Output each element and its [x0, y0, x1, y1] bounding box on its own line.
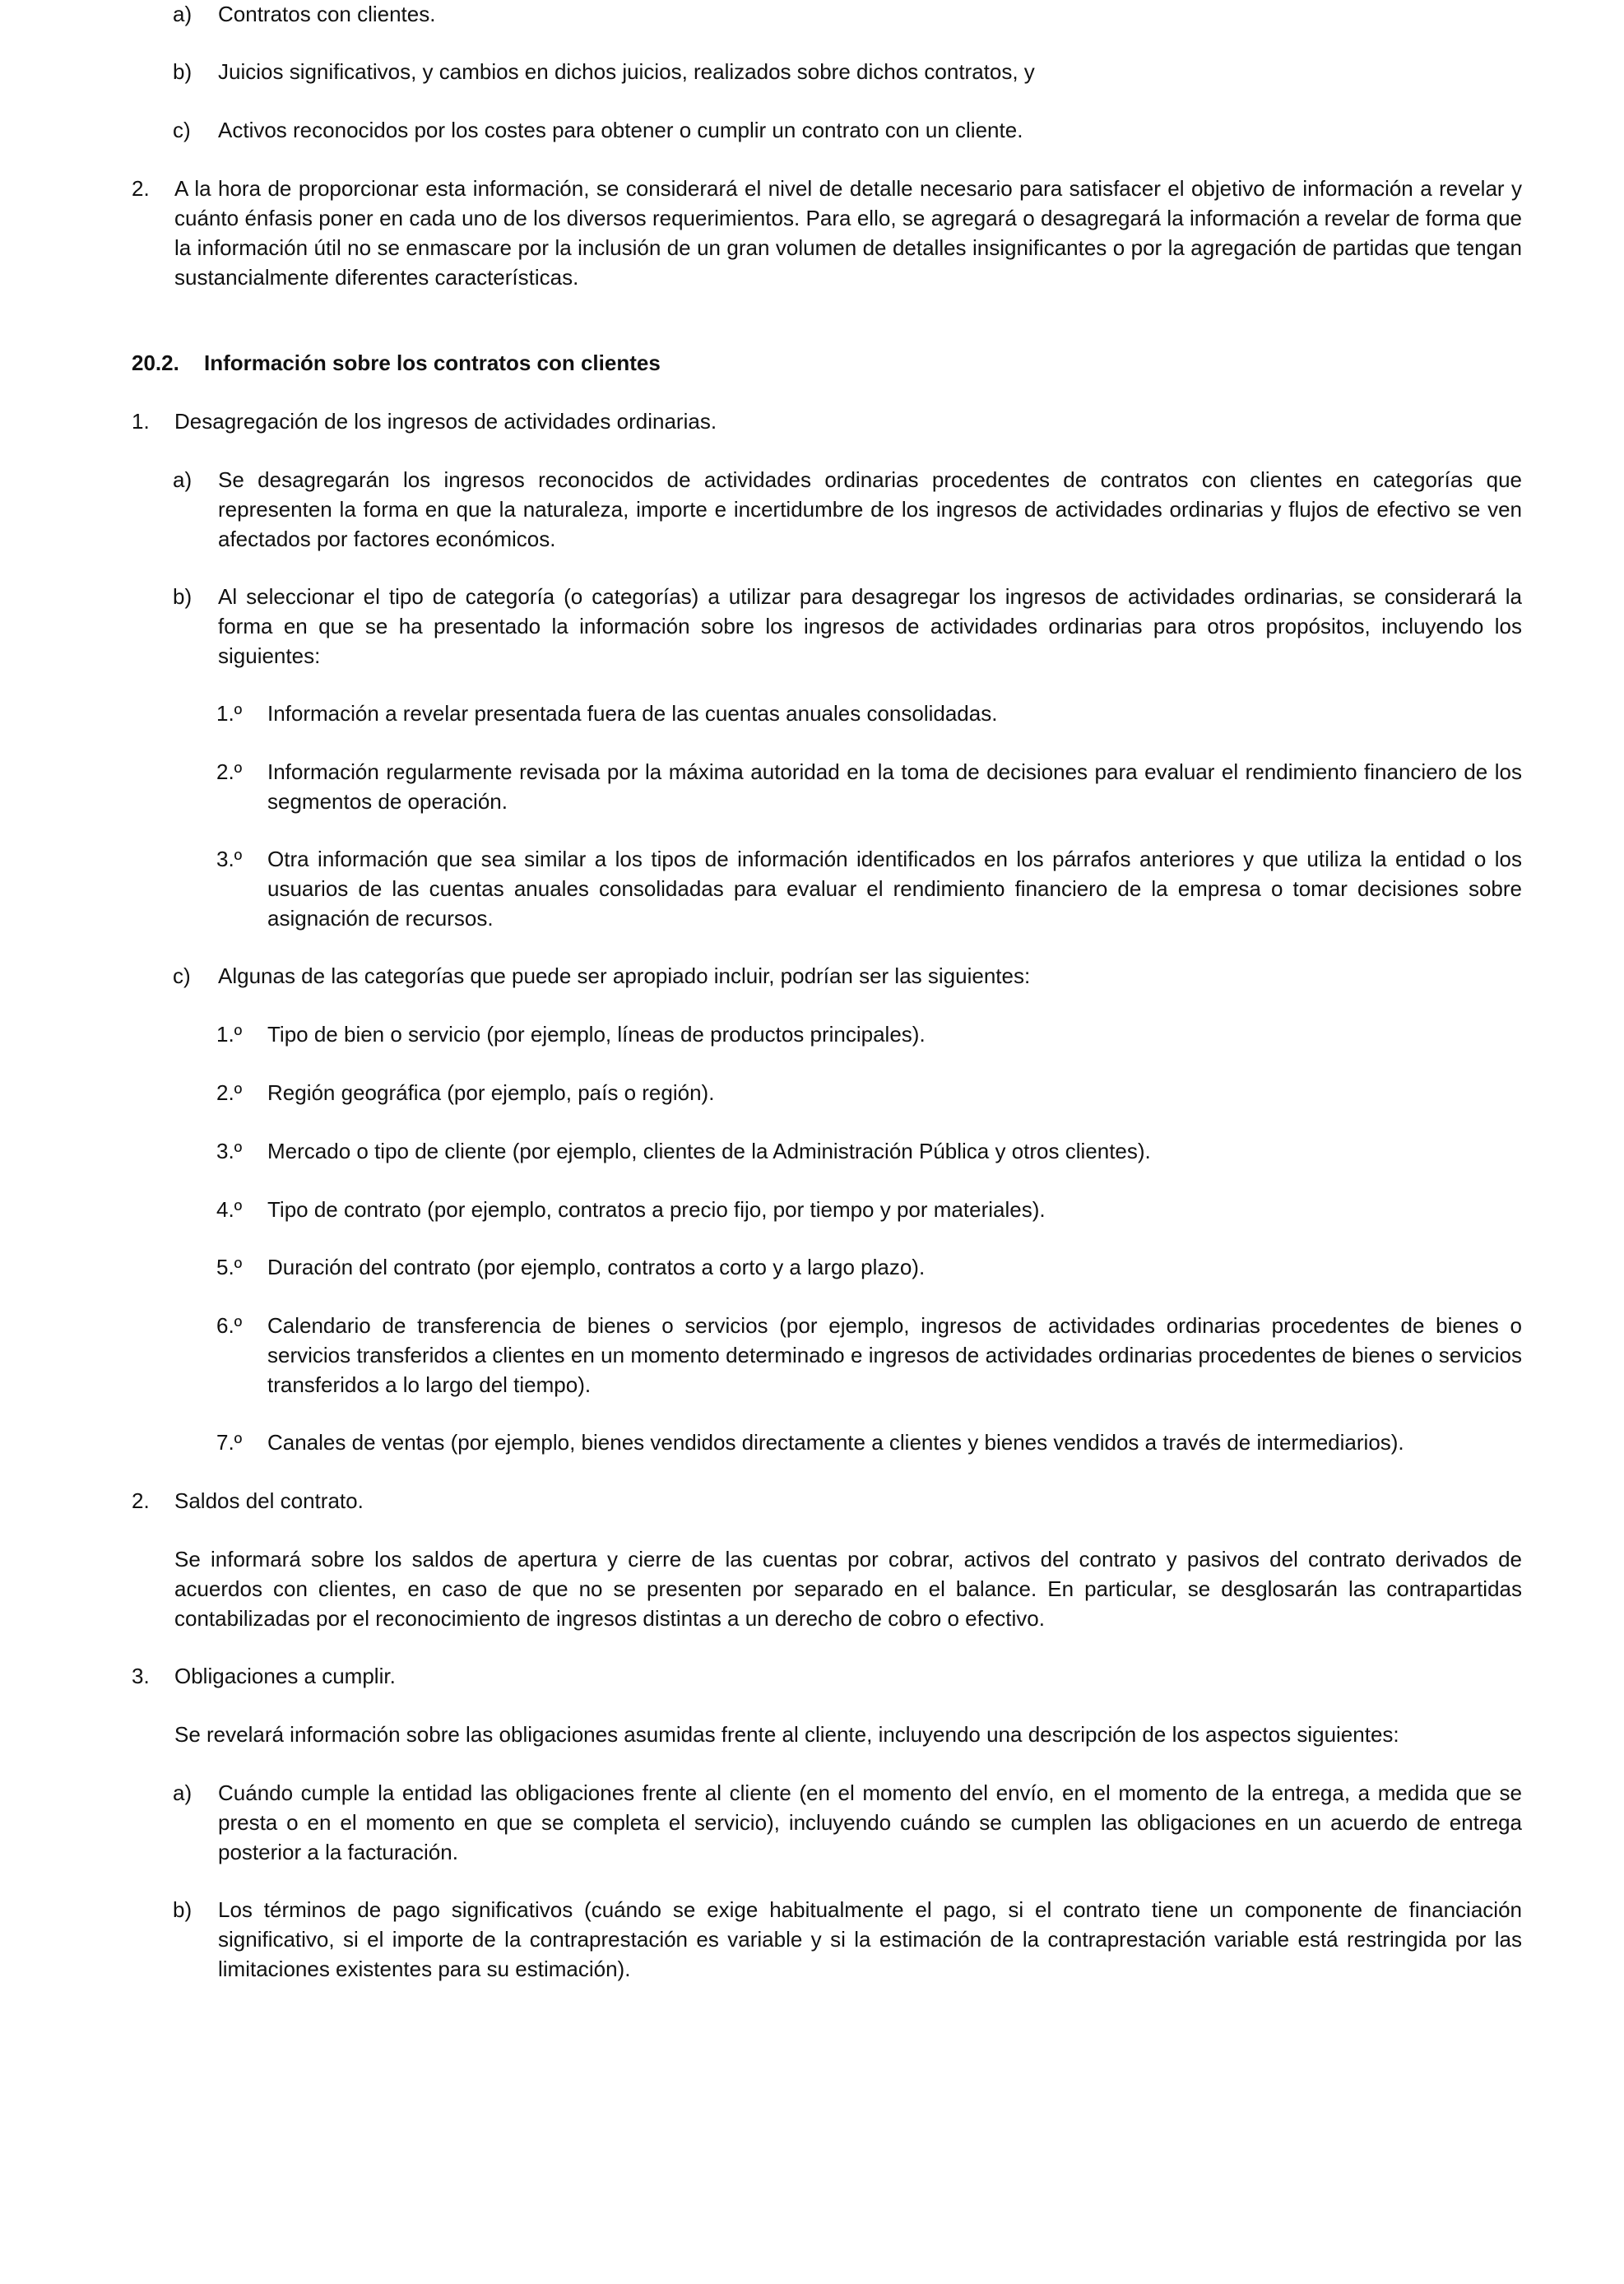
list-marker: b)	[173, 1897, 193, 1922]
list-item-text: Se desagregarán los ingresos reconocidos de actividades ordinarias procedentes de contratos con clientes en categorías que representen la forma en que la naturaleza, importe e incertidumbre de los ingresos de actividades ordinarias y flujos de efectivo se ven afectados por factores económicos.	[218, 467, 1522, 551]
list-item-text: Activos reconocidos por los costes para obtener o cumplir un contrato con un cliente.	[218, 118, 1023, 142]
sublist-marker: 2.º	[216, 759, 243, 784]
sublist-item-text: Mercado o tipo de cliente (por ejemplo, clientes de la Administración Pública y otros clientes).	[267, 1139, 1151, 1163]
sublist-item-text: Otra información que sea similar a los tipos de información identificados en los párrafos anteriores y que utiliza la entidad o los usuarios de las cuentas anuales consolidadas para evaluar el rendimiento financiero de la empresa o tomar decisiones sobre asignación de recursos.	[267, 847, 1522, 931]
sublist-marker: 7.º	[216, 1430, 243, 1455]
sublist-marker: 5.º	[216, 1255, 243, 1279]
paragraph-text: A la hora de proporcionar esta información, se considerará el nivel de detalle necesario para satisfacer el objetivo de información a revelar y cuánto énfasis poner en cada uno de los diversos requerimientos. Para ello, se agregará o desagregará la información a revelar de forma que la información útil no se enmascare por la inclusión de un gran volumen de detalles insignificantes o por la agregación de partidas que tengan sustancialmente diferentes características.	[174, 176, 1522, 290]
sublist-item-text: Tipo de contrato (por ejemplo, contratos a precio fijo, por tiempo y por materiales).	[267, 1197, 1046, 1222]
list-item-text: Al seleccionar el tipo de categoría (o categorías) a utilizar para desagregar los ingresos de actividades ordinarias, se considerará la forma en que se ha presentado la información sobre los ingresos de actividades ordinarias para otros propósitos, incluyendo los siguientes:	[218, 584, 1522, 668]
sublist-marker: 1.º	[216, 1022, 243, 1047]
list-item-text: Cuándo cumple la entidad las obligaciones frente al cliente (en el momento del envío, en el momento de la entrega, a medida que se presta o en el momento en que se completa el servicio), incluyendo cuándo se cumplen las obligaciones en un acuerdo de entrega posterior a la facturación.	[218, 1780, 1522, 1864]
list-marker: c)	[173, 963, 191, 988]
sublist-item-text: Canales de ventas (por ejemplo, bienes vendidos directamente a clientes y bienes vendidos a través de intermediarios).	[267, 1430, 1404, 1455]
paragraph-text: Se revelará información sobre las obligaciones asumidas frente al cliente, incluyendo una descripción de los aspectos siguientes:	[174, 1722, 1399, 1747]
sublist-marker: 4.º	[216, 1197, 243, 1222]
paragraph-title: Desagregación de los ingresos de actividades ordinarias.	[174, 409, 717, 434]
sublist-item-text: Calendario de transferencia de bienes o servicios (por ejemplo, ingresos de actividades ordinarias procedentes de bienes o servicios transferidos a clientes en un momento determinado e ingresos de actividades ordinarias procedentes de bienes o servicios transferidos a lo largo del tiempo).	[267, 1313, 1522, 1397]
list-item-text: Algunas de las categorías que puede ser apropiado incluir, podrían ser las siguientes:	[218, 963, 1031, 988]
sublist-item-text: Tipo de bien o servicio (por ejemplo, líneas de productos principales).	[267, 1022, 926, 1047]
paragraph-text: Se informará sobre los saldos de apertura y cierre de las cuentas por cobrar, activos del contrato y pasivos del contrato derivados de acuerdos con clientes, en caso de que no se presenten por separado en el balance. En particular, se desglosarán las contrapartidas contabilizadas por el reconocimiento de ingresos distintas a un derecho de cobro o efectivo.	[174, 1547, 1522, 1631]
paragraph-number: 1.	[132, 409, 150, 434]
sublist-item-text: Duración del contrato (por ejemplo, contratos a corto y a largo plazo).	[267, 1255, 926, 1279]
list-item-text: Juicios significativos, y cambios en dichos juicios, realizados sobre dichos contratos, y	[218, 59, 1035, 84]
paragraph-title: Obligaciones a cumplir.	[174, 1664, 396, 1688]
sublist-marker: 1.º	[216, 701, 243, 726]
section-number: 20.2.	[132, 350, 179, 375]
list-marker: a)	[173, 1780, 193, 1805]
list-marker: a)	[173, 467, 193, 492]
paragraph-number: 2.	[132, 1488, 150, 1513]
list-marker: b)	[173, 584, 193, 609]
list-marker: a)	[173, 2, 193, 26]
list-item-text: Los términos de pago significativos (cuándo se exige habitualmente el pago, si el contrato tiene un componente de financiación significativo, si el importe de la contraprestación es variable y si la estimación de la contraprestación variable está restringida por las limitaciones existentes para su estimación).	[218, 1897, 1522, 1981]
sublist-marker: 6.º	[216, 1313, 243, 1338]
list-marker: b)	[173, 59, 193, 84]
list-item-text: Contratos con clientes.	[218, 2, 436, 26]
sublist-item-text: Región geográfica (por ejemplo, país o región).	[267, 1080, 715, 1105]
sublist-marker: 3.º	[216, 847, 243, 871]
sublist-marker: 2.º	[216, 1080, 243, 1105]
list-marker: c)	[173, 118, 191, 142]
paragraph-title: Saldos del contrato.	[174, 1488, 364, 1513]
section-title: Información sobre los contratos con clientes	[204, 350, 661, 375]
sublist-marker: 3.º	[216, 1139, 243, 1163]
paragraph-number: 2.	[132, 176, 150, 201]
paragraph-number: 3.	[132, 1664, 150, 1688]
sublist-item-text: Información a revelar presentada fuera de las cuentas anuales consolidadas.	[267, 701, 998, 726]
sublist-item-text: Información regularmente revisada por la máxima autoridad en la toma de decisiones para evaluar el rendimiento financiero de los segmentos de operación.	[267, 759, 1522, 814]
